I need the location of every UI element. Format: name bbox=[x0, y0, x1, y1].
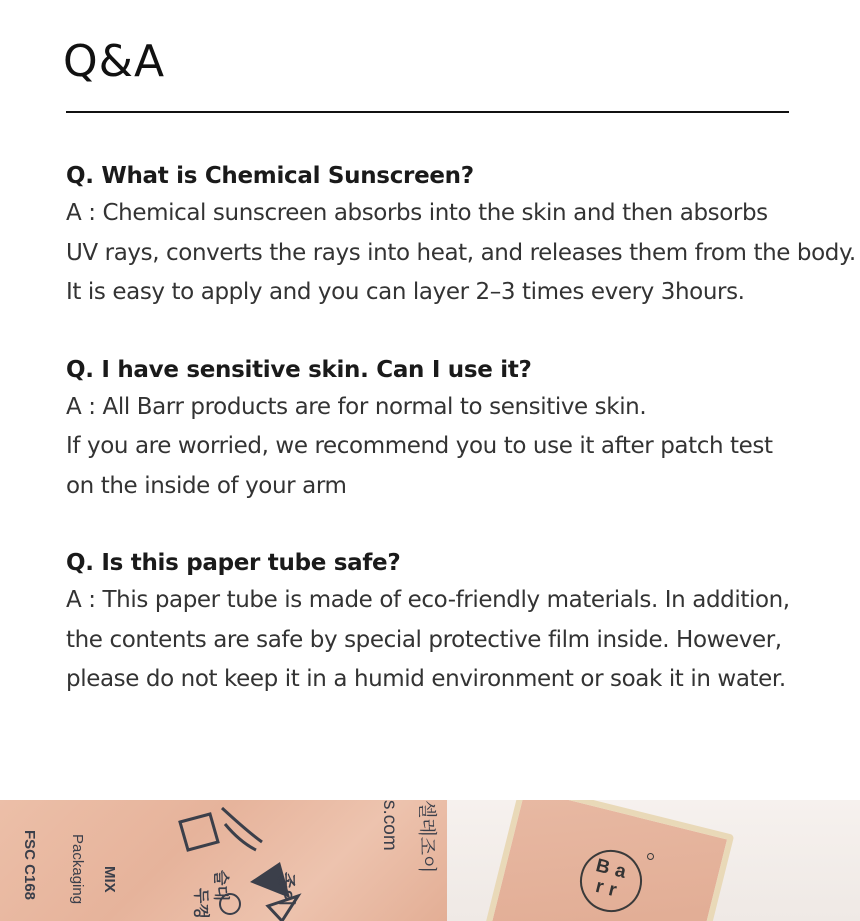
answer-line: It is easy to apply and you can layer 2–3 times every 3hours. bbox=[66, 279, 745, 305]
answer-line: on the inside of your arm bbox=[66, 472, 347, 499]
question-text: Q. I have sensitive skin. Can I use it? bbox=[66, 356, 532, 383]
answer-line: A : Chemical sunscreen absorbs into the skin and then absorbs bbox=[66, 200, 768, 226]
tube-print-text: FSC C168 bbox=[21, 830, 38, 901]
answer-line: UV rays, converts the rays into heat, and releases them from the body. bbox=[66, 239, 856, 266]
tube-print-text: MIX bbox=[101, 866, 118, 893]
tube-print-text: 두껑 bbox=[192, 888, 209, 919]
answer-line: A : All Barr products are for normal to sensitive skin. bbox=[66, 393, 647, 420]
question-text: Q. Is this paper tube safe? bbox=[66, 550, 401, 576]
tube-print-text: 슬대 bbox=[212, 870, 229, 901]
qa-item bbox=[66, 352, 826, 507]
answer-line: the contents are safe by special protective film inside. However, bbox=[66, 626, 782, 653]
qa-list bbox=[66, 158, 856, 739]
answer-line: please do not keep it in a humid environment or soak it in water. bbox=[66, 666, 786, 692]
title-divider bbox=[66, 111, 789, 113]
tube-print-text: 셀레조이 bbox=[416, 800, 437, 874]
question-text: Q. What is Chemical Sunscreen? bbox=[66, 163, 474, 189]
answer-line: If you are worried, we recommend you to use it after patch test bbox=[66, 433, 773, 459]
page-title: Q&A bbox=[63, 36, 166, 87]
tube-print-text: 종이 bbox=[276, 872, 296, 907]
qa-item bbox=[66, 158, 856, 313]
logo-dot bbox=[647, 853, 654, 860]
answer-line: A : This paper tube is made of eco-friendly materials. In addition, bbox=[66, 587, 790, 613]
barr-pouch-photo bbox=[447, 800, 860, 921]
tube-print-text: s.com bbox=[379, 800, 400, 851]
qa-item bbox=[66, 545, 826, 700]
barr-logo: Ba rr bbox=[573, 843, 648, 918]
paper-tube-closeup-photo bbox=[0, 800, 447, 921]
tube-print-text: Packaging bbox=[69, 834, 86, 905]
product-photo-strip bbox=[0, 800, 860, 921]
